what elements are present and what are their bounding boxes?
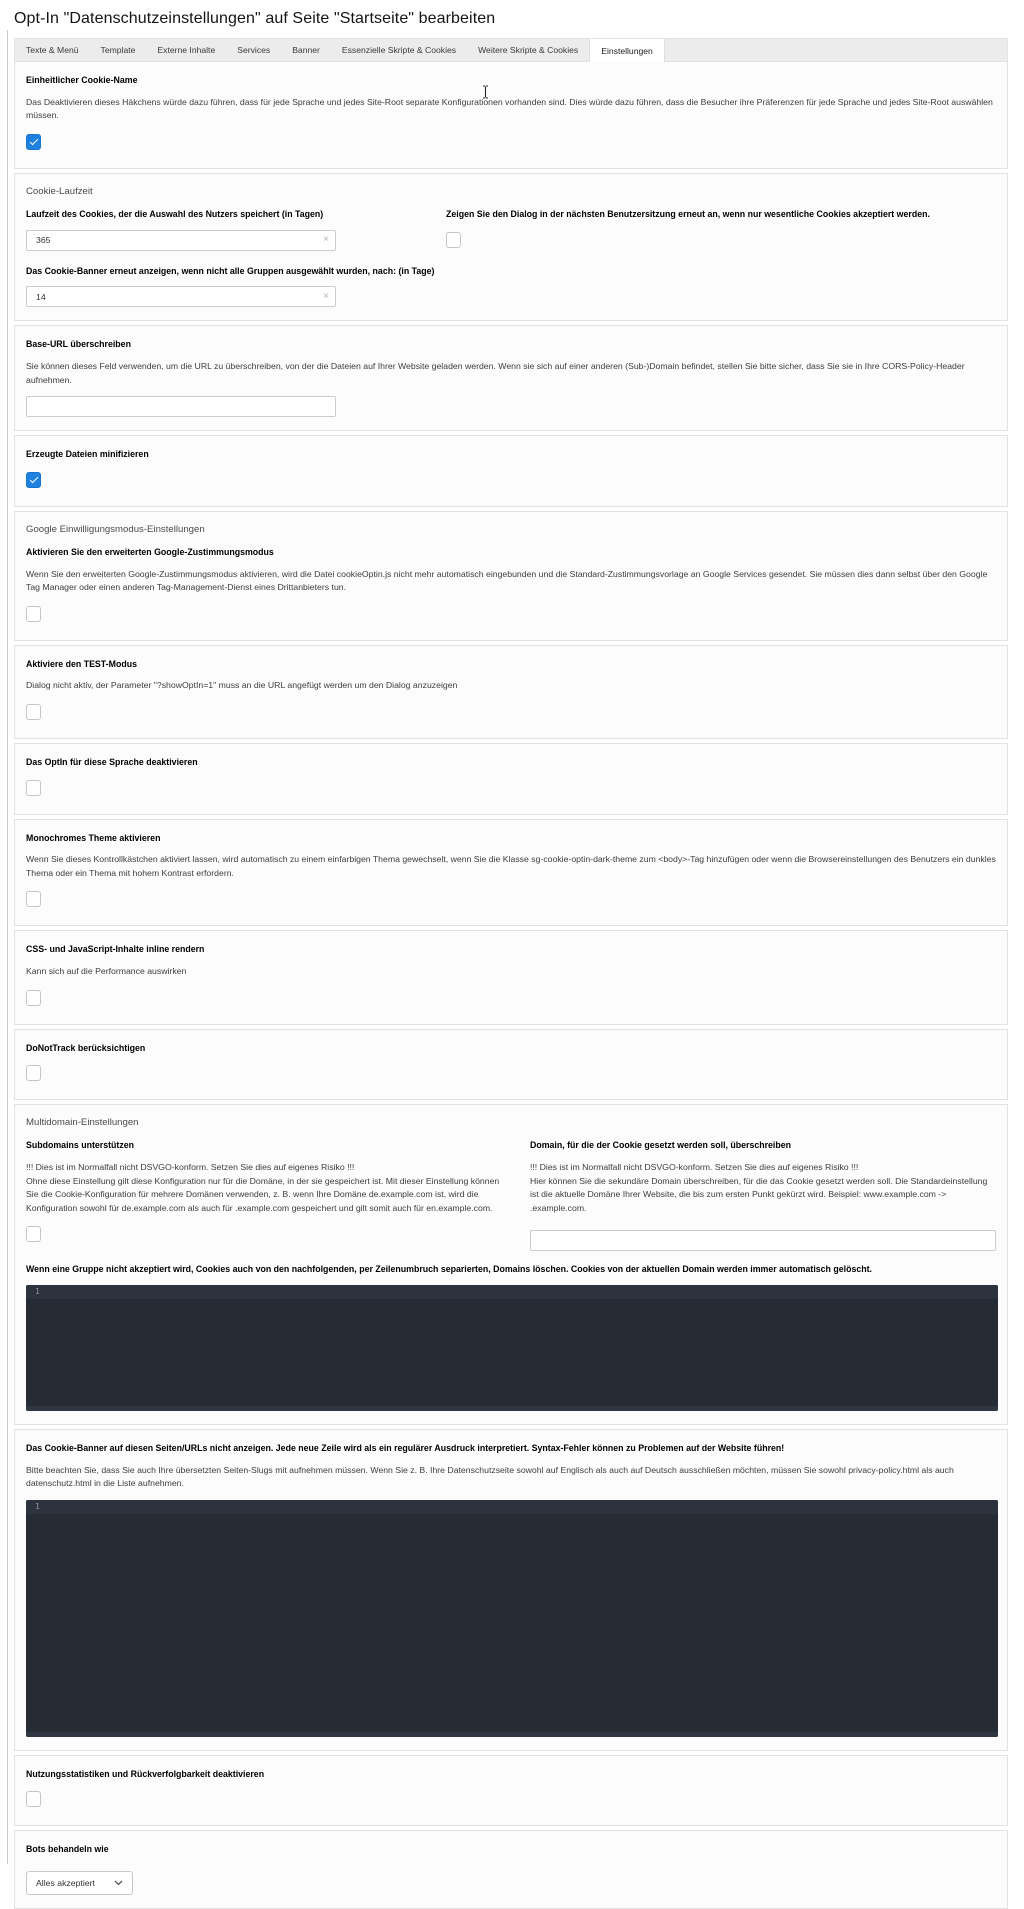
delete-cookies-domains-editor[interactable]	[26, 1285, 998, 1411]
base-url-description: Sie können dieses Feld verwenden, um die URL zu überschreiben, von der die Dateien auf Ihrer Website geladen werden. Wenn sie sich auf einer anderen (Sub-)Domain befindet, stellen Sie bitte sicher, dass Sie sie in Ihre CORS-Policy-Header aufnehmen.	[26, 361, 965, 385]
clear-icon[interactable]: ×	[323, 290, 329, 302]
section-google-consent	[14, 511, 1008, 641]
editor-line-number: 1	[35, 1502, 40, 1511]
tab-externe-inhalte[interactable]: Externe Inhalte	[157, 45, 216, 55]
section-base-url	[14, 325, 1008, 431]
page-title: Opt-In "Datenschutzeinstellungen" auf Seite "Startseite" bearbeiten	[14, 10, 496, 27]
section-multidomain	[14, 1104, 1008, 1425]
editor-scrollbar[interactable]	[26, 1732, 998, 1737]
google-consent-checkbox[interactable]	[26, 606, 41, 622]
inline-render-description: Kann sich auf die Performance auswirken	[26, 966, 187, 976]
monochrome-description: Wenn Sie dieses Kontrollkästchen aktiviert lassen, wird automatisch zu einem einfarbigen Thema gewechselt, wenn Sie die Klasse sg-cookie-optin-dark-theme zum <body>-Tag hinzufügen oder wenn die Browsereinstellungen des Benutzers ein dunkles Thema oder ein Thema mit hohem Kontrast erfordern.	[26, 854, 996, 878]
base-url-input[interactable]	[26, 396, 336, 417]
section-uniform-cookie-name	[14, 61, 1008, 169]
uniform-cookie-name-checkbox[interactable]	[26, 134, 41, 150]
tab-einstellungen[interactable]: Einstellungen	[589, 39, 665, 62]
domain-override-description: Hier können Sie die sekundäre Domain überschreiben, für die das Cookie gesetzt werden soll. Die Standardeinstellung ist die aktuelle Domäne Ihrer Website, die bis zum ersten Punkt gekürzt wird. Beispiel: www.example.com -> .example.com.	[529, 1175, 988, 1213]
cookie-lifetime-input[interactable]	[26, 230, 336, 251]
section-inline-render	[14, 930, 1008, 1024]
cookie-lifetime-label: Laufzeit des Cookies, der die Auswahl des Nutzers speichert (in Tagen)	[26, 208, 324, 219]
tab-texte-menu[interactable]: Texte & Menü	[26, 45, 79, 55]
hide-banner-urls-label: Das Cookie-Banner auf diesen Seiten/URLs nicht anzeigen. Jede neue Zeile wird als ein regulärer Ausdruck interpretiert. Syntax-Fehler können zu Problemen auf der Website führen!	[26, 1442, 785, 1453]
bots-select[interactable]	[26, 1871, 133, 1895]
section-test-mode	[14, 645, 1008, 739]
bots-label: Bots behandeln wie	[26, 1844, 109, 1855]
clear-icon[interactable]: ×	[323, 233, 329, 245]
inline-render-label: CSS- und JavaScript-Inhalte inline rendern	[26, 944, 205, 955]
settings-sections	[14, 61, 1008, 1909]
subdomains-warning: !!! Dies ist im Normalfall nicht DSVGO-konform. Setzen Sie dies auf eigenes Risiko !!!	[26, 1162, 355, 1172]
tab-essenzielle-skripte[interactable]: Essenzielle Skripte & Cookies	[341, 45, 457, 55]
google-consent-label: Aktivieren Sie den erweiterten Google-Zustimmungsmodus	[26, 546, 274, 557]
tab-banner[interactable]: Banner	[292, 45, 320, 55]
google-consent-heading: Google Einwilligungsmodus-Einstellungen	[26, 523, 205, 535]
section-hide-banner-urls	[14, 1429, 1008, 1751]
base-url-label: Base-URL überschreiben	[26, 339, 131, 350]
test-mode-description: Dialog nicht aktiv, der Parameter "?showOptIn=1" muss an die URL angefügt werden um den Dialog anzuzeigen	[26, 680, 458, 691]
multidomain-heading: Multidomain-Einstellungen	[26, 1117, 139, 1129]
section-optin-disable	[14, 743, 1008, 815]
section-cookie-lifetime	[14, 173, 1008, 322]
hide-banner-urls-description: Bitte beachten Sie, dass Sie auch Ihre übersetzten Seiten-Slugs mit aufnehmen müssen. Wenn Sie z. B. Ihre Datenschutzseite sowohl auf Englisch als auch auf Deutsch ausschließen möchten, müssen Sie sowohl privacy-policy.html als auch datenschutz.html in die Liste aufnehmen.	[26, 1464, 954, 1488]
redisplay-dialog-label: Zeigen Sie den Dialog in der nächsten Benutzersitzung erneut an, wenn nur wesentliche Cookies akzeptiert werden.	[446, 208, 930, 219]
optin-disable-label: Das OptIn für diese Sprache deaktivieren	[26, 756, 198, 767]
donottrack-label: DoNotTrack berücksichtigen	[26, 1042, 146, 1053]
chevron-down-icon	[114, 1880, 123, 1886]
domain-override-label: Domain, für die der Cookie gesetzt werden soll, überschreiben	[529, 1140, 792, 1151]
section-donottrack	[14, 1029, 1008, 1101]
hide-banner-urls-editor[interactable]	[26, 1500, 998, 1737]
section-usage-stats	[14, 1755, 1008, 1827]
uniform-cookie-name-description: Das Deaktivieren dieses Häkchens würde dazu führen, dass für jede Sprache und jedes Site-Root separate Konfigurationen vorhanden sind. Dies würde dazu führen, dass die Besucher ihre Präferenzen für jede Sprache und jedes Site-Root auswählen müssen.	[26, 96, 993, 121]
minify-checkbox[interactable]	[26, 472, 41, 488]
domain-override-input[interactable]	[530, 1230, 996, 1251]
usage-stats-checkbox[interactable]	[26, 1791, 41, 1807]
editor-line-number: 1	[35, 1287, 40, 1297]
domain-override-warning: !!! Dies ist im Normalfall nicht DSVGO-konform. Setzen Sie dies auf eigenes Risiko !!!	[529, 1162, 859, 1172]
tab-weitere-skripte[interactable]: Weitere Skripte & Cookies	[478, 45, 579, 55]
ibeam-cursor	[481, 85, 490, 99]
delete-cookies-domains-label: Wenn eine Gruppe nicht akzeptiert wird, Cookies auch von den nachfolgenden, per Zeilenumbruch separierten, Domains löschen. Cookies von der aktuellen Domain werden immer automatisch gelöscht.	[26, 1264, 872, 1274]
cookie-lifetime-heading: Cookie-Laufzeit	[26, 185, 93, 197]
subdomains-description: Ohne diese Einstellung gilt diese Konfiguration nur für die Domäne, in der sie gespeichert ist. Mit dieser Einstellung können Sie die Cookie-Konfiguration für mehrere Domänen verwenden, z. B. wenn Ihre Domäne de.example.com ist, wird die Konfiguration sowohl für de.example.com als auch für .example.com gespeichert und gilt somit auch für en.example.com.	[26, 1175, 500, 1213]
monochrome-label: Monochromes Theme aktivieren	[26, 832, 161, 843]
editor-active-line	[26, 1500, 998, 1514]
optin-disable-checkbox[interactable]	[26, 780, 41, 796]
inline-render-checkbox[interactable]	[26, 990, 41, 1006]
check-icon	[30, 137, 38, 145]
donottrack-checkbox[interactable]	[26, 1065, 41, 1081]
bots-select-value: Alles akzeptiert	[36, 1878, 95, 1888]
rebanner-days-input[interactable]	[26, 286, 336, 307]
redisplay-dialog-checkbox[interactable]	[446, 232, 461, 248]
test-mode-checkbox[interactable]	[26, 704, 41, 720]
tab-template[interactable]: Template	[100, 45, 136, 55]
check-icon	[30, 475, 38, 483]
test-mode-label: Aktiviere den TEST-Modus	[26, 658, 137, 669]
subdomains-checkbox[interactable]	[26, 1226, 41, 1242]
usage-stats-label: Nutzungsstatistiken und Rückverfolgbarkeit deaktivieren	[26, 1768, 265, 1779]
minify-label: Erzeugte Dateien minifizieren	[26, 449, 149, 459]
monochrome-checkbox[interactable]	[26, 891, 41, 907]
uniform-cookie-name-label: Einheitlicher Cookie-Name	[26, 75, 138, 85]
google-consent-description: Wenn Sie den erweiterten Google-Zustimmungsmodus aktivieren, wird die Datei cookieOptin.js nicht mehr automatisch eingebunden und die Standard-Zustimmungsvorlage an Google Services gesendet. Sie müssen dies dann selbst über den Google Tag Manager oder einen anderen Tag-Management-Dienst eines Drittanbieters tun.	[26, 568, 988, 592]
tab-bar	[14, 38, 1008, 61]
section-monochrome	[14, 819, 1008, 927]
editor-active-line	[26, 1285, 998, 1299]
tab-services[interactable]: Services	[237, 45, 271, 55]
rebanner-label: Das Cookie-Banner erneut anzeigen, wenn nicht alle Gruppen ausgewählt wurden, nach: (in Tage)	[26, 265, 435, 276]
section-minify	[14, 435, 1008, 507]
subdomains-label: Subdomains unterstützen	[26, 1140, 135, 1151]
editor-scrollbar[interactable]	[26, 1406, 998, 1411]
